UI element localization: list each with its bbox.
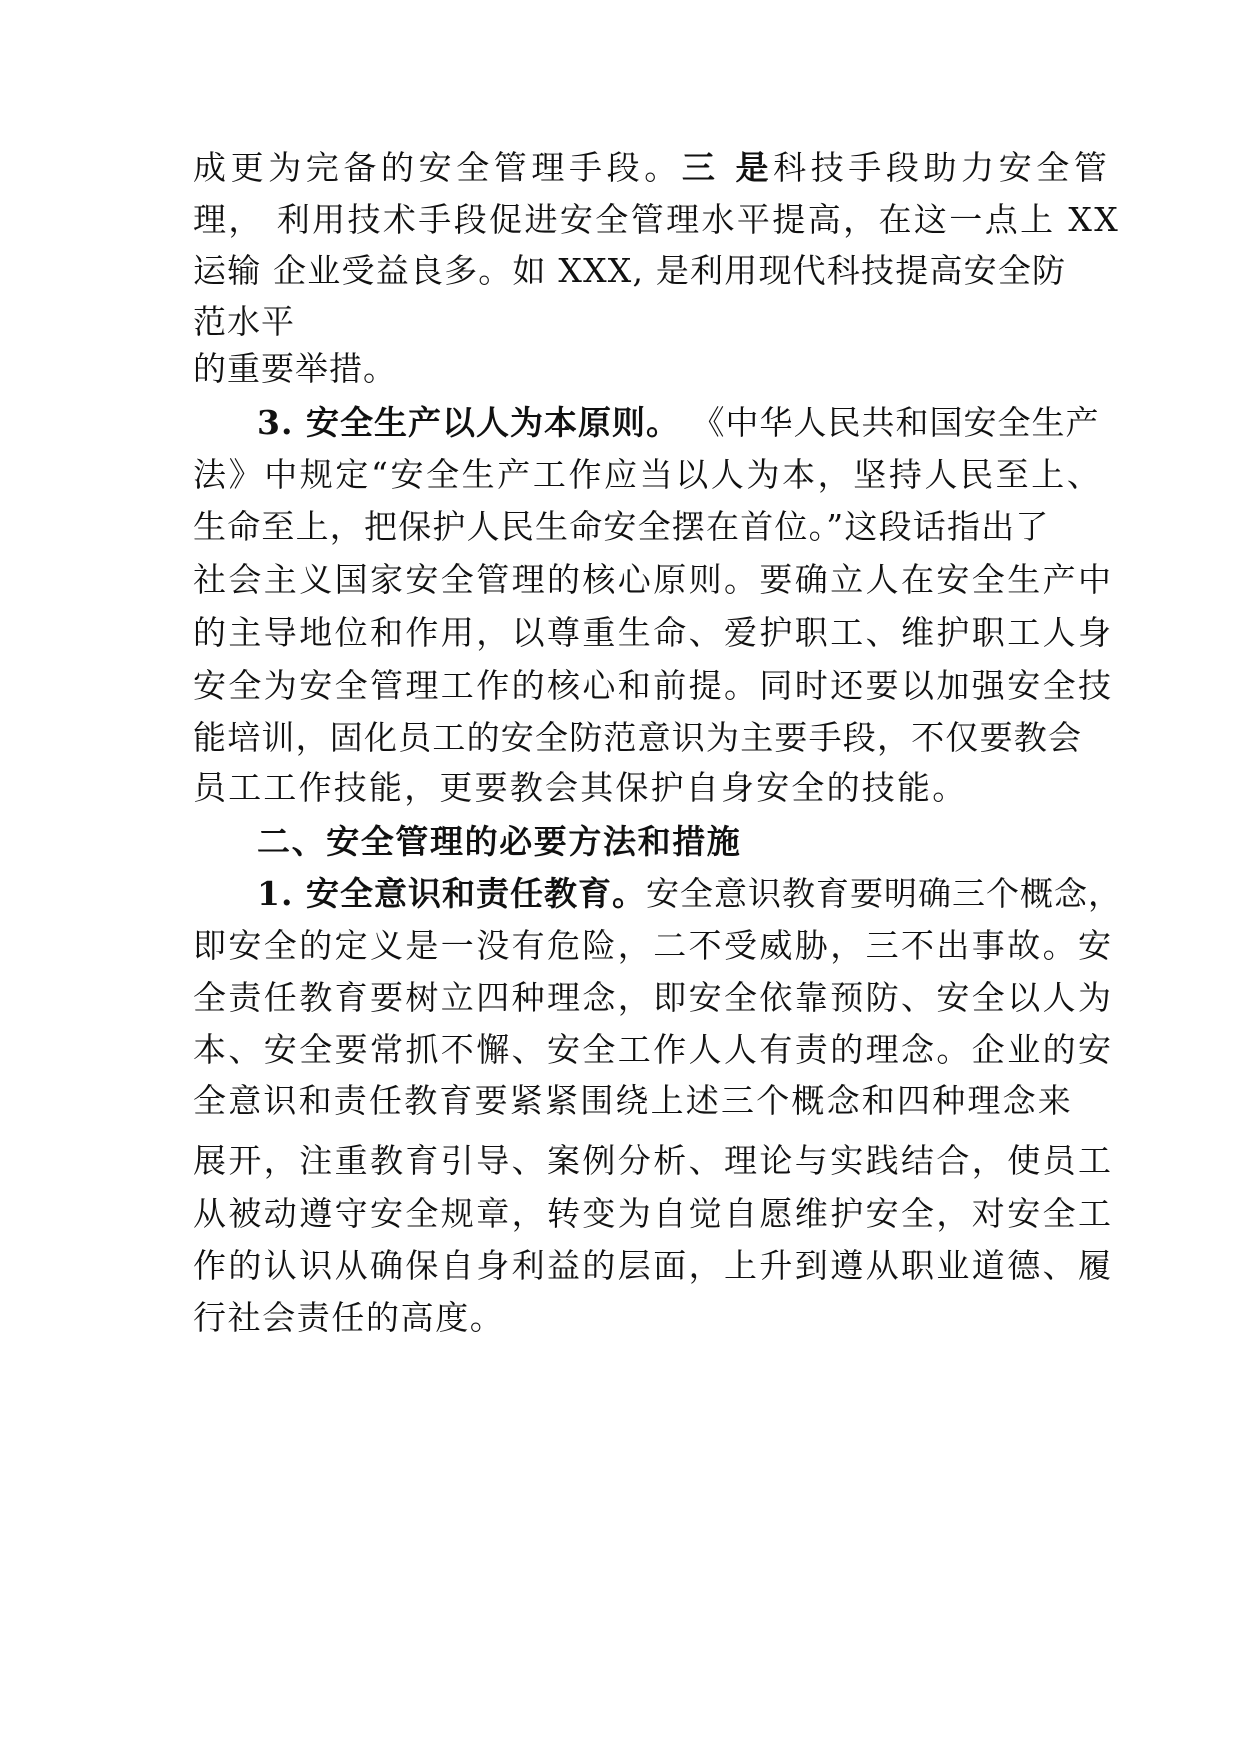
text-line-4: 范水平 (193, 302, 295, 341)
text-line-11: 安全为安全管理工作的核心和前提。同时还要以加强安全技 (193, 666, 1114, 705)
text-line-10: 的主导地位和作用，以尊重生命、爱护职工、维护职工人身 (193, 613, 1114, 652)
text-line-13: 员工工作技能，更要教会其保护自身安全的技能。 (193, 768, 968, 807)
text-line-21: 从被动遵守安全规章，转变为自觉自愿维护安全，对安全工 (193, 1194, 1114, 1233)
text-line-2: 理， 利用技术手段促进安全管理水平提高，在这一点上 XX (193, 200, 1121, 239)
text-line-7: 法》中规定“安全生产工作应当以人为本，坚持人民至上、 (193, 455, 1103, 494)
heading-line-15 (257, 874, 1122, 914)
text-segment: 安全意识教育要明确三个概念， (645, 874, 1122, 913)
text-line-3: 运输 企业受益良多。如 XXX, 是利用现代科技提高安全防 (193, 251, 1067, 290)
text-line-12: 能培训，固化员工的安全防范意识为主要手段，不仅要教会 (193, 718, 1083, 757)
text-segment: 成更为完备的安全管理手段。 (193, 148, 682, 187)
text-line-16: 即安全的定义是一没有危险，二不受威胁，三不出事故。安 (193, 926, 1114, 965)
text-line-9: 社会主义国家安全管理的核心原则。要确立人在安全生产中 (193, 560, 1114, 599)
text-line-5: 的重要举措。 (193, 349, 397, 388)
subheading: 1. 安全意识和责任教育。 (257, 874, 646, 913)
text-line-23: 行社会责任的高度。 (193, 1298, 505, 1337)
text-line-22: 作的认识从确保自身利益的层面，上升到遵从职业道德、履 (193, 1246, 1114, 1285)
text-line-8: 生命至上，把保护人民生命安全摆在首位。”这段话指出了 (193, 507, 1050, 546)
heading-line-6 (257, 403, 1099, 443)
text-segment: 《中华人民共和国安全生产 (679, 403, 1100, 442)
text-line-18: 本、安全要常抓不懈、安全工作人人有责的理念。企业的安 (193, 1030, 1114, 1069)
text-line-1 (193, 148, 1112, 188)
text-line-20: 展开，注重教育引导、案例分析、理论与实践结合，使员工 (193, 1141, 1114, 1180)
text-segment: 科技手段助力安全管 (773, 148, 1112, 187)
section-heading: 二、安全管理的必要方法和措施 (257, 822, 742, 861)
text-line-17: 全责任教育要树立四种理念，即安全依靠预防、安全以人为 (193, 978, 1114, 1017)
text-line-19: 全意识和责任教育要紧紧围绕上述三个概念和四种理念来 (193, 1081, 1073, 1120)
subheading: 3. 安全生产以人为本原则。 (257, 403, 680, 442)
bold-phrase: 三 是 (681, 148, 774, 187)
